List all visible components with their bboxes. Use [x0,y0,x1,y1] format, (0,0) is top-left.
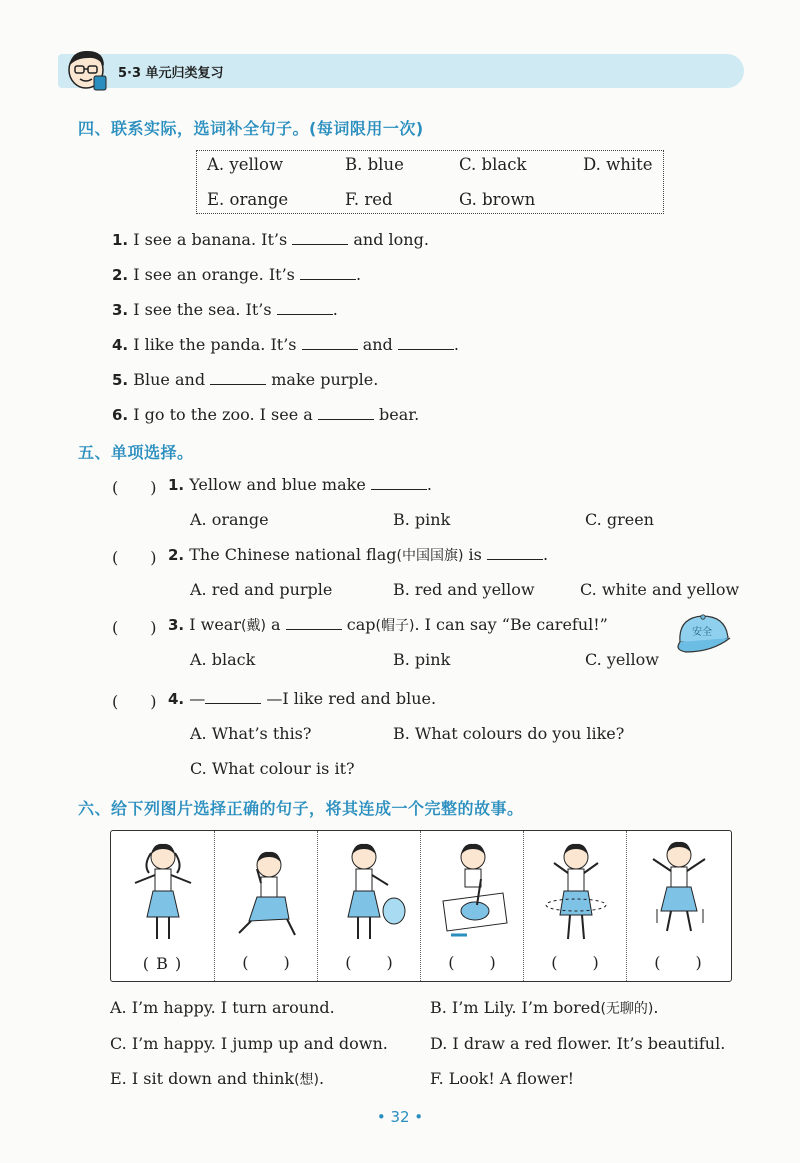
fill-question-4 [112,335,459,354]
question-text: . [426,475,432,494]
question-text: . [453,335,459,354]
story-sentence-c [110,1034,388,1053]
sentence-text: B. I’m Lily. I’m bored [430,998,601,1017]
story-sentence-a [110,998,335,1017]
answer-blank[interactable] [292,230,348,245]
answer-parentheses[interactable]: ( ) [112,692,157,711]
question-number: 1. [168,476,185,494]
question-number: 1. [112,231,129,249]
girl-turning-icon [540,839,612,949]
answer-slot[interactable]: ( B ) [142,954,183,973]
answer-parentheses[interactable]: ( ) [112,478,157,497]
word-option: F. red [345,190,393,209]
question-text: . [355,265,362,284]
answer-blank[interactable] [302,335,358,350]
cap-icon [672,608,738,658]
question-text: — [189,689,206,708]
fill-question-3 [112,300,338,319]
answer-blank[interactable] [487,545,543,560]
question-text: and long. [353,230,429,249]
girl-bored-icon [127,839,199,949]
question-text: The Chinese national flag [189,545,397,564]
question-text: cap [346,615,376,634]
answer-blank[interactable] [286,615,342,630]
choice-question-4 [168,689,436,708]
chinese-gloss: (帽子) [375,618,415,634]
choice-option[interactable]: C. green [585,510,654,529]
question-text: I see an orange. It’s [133,265,295,284]
choice-option[interactable]: A. orange [190,510,269,529]
answer-slot[interactable]: ( ) [448,953,497,972]
section5-heading: 五、单项选择。 [78,443,194,462]
picture-panel-6 [626,831,730,981]
question-text: I see a banana. It’s [133,230,288,249]
chinese-gloss: (戴) [241,618,266,634]
question-number: 4. [168,690,185,708]
question-number: 6. [112,406,129,424]
answer-blank[interactable] [300,265,356,280]
picture-strip [110,830,732,982]
question-text: and [362,335,393,354]
question-text: . I can say “Be careful!” [414,615,608,634]
answer-slot[interactable]: ( ) [551,953,600,972]
story-sentence-e [110,1069,324,1089]
word-option: D. white [583,155,653,174]
question-text: . [542,545,549,564]
picture-panel-5 [523,831,627,981]
fill-question-5 [112,370,378,389]
question-text: I wear [189,615,241,634]
mascot-icon [62,46,114,94]
section6-heading: 六、给下列图片选择正确的句子，将其连成一个完整的故事。 [78,799,524,818]
answer-parentheses[interactable]: ( ) [112,618,157,637]
question-text: bear. [379,405,420,424]
choice-question-1 [168,475,432,494]
question-text: is [468,545,482,564]
story-sentence-f [430,1069,574,1088]
question-text: —I like red and blue. [266,689,437,708]
sentence-text: . [319,1069,325,1088]
story-sentence-b [430,998,658,1018]
sentence-text: . [653,998,659,1017]
word-option: A. yellow [207,155,284,174]
picture-panel-2 [214,831,318,981]
choice-option[interactable]: C. What colour is it? [190,759,355,778]
answer-slot[interactable]: ( ) [345,953,394,972]
fill-question-6 [112,405,419,424]
answer-blank[interactable] [277,300,333,315]
chinese-gloss: (无聊的) [600,1001,654,1017]
choice-question-3 [168,615,608,635]
choice-option[interactable]: A. red and purple [190,580,333,599]
sentence-text: A. I’m happy. I turn around. [110,998,335,1017]
question-number: 2. [112,266,129,284]
answer-blank[interactable] [398,335,454,350]
picture-panel-1 [111,831,214,981]
question-text: make purple. [271,370,379,389]
question-number: 3. [168,616,185,634]
choice-option[interactable]: B. red and yellow [393,580,535,599]
choice-option[interactable]: A. What’s this? [190,724,312,743]
question-text: I see the sea. It’s [133,300,272,319]
question-text: Yellow and blue make [189,475,366,494]
chinese-gloss: (中国国旗) [396,548,464,564]
page-number: • 32 • [376,1108,424,1126]
section4-heading: 四、联系实际，选词补全句子。(每词限用一次) [78,119,424,138]
story-sentence-d [430,1034,725,1053]
word-option: G. brown [459,190,536,209]
word-option: C. black [459,155,527,174]
answer-blank[interactable] [205,689,261,704]
question-text: I go to the zoo. I see a [133,405,313,424]
choice-option[interactable]: C. yellow [585,650,659,669]
choice-option[interactable]: B. pink [393,650,451,669]
answer-slot[interactable]: ( ) [654,953,703,972]
answer-parentheses[interactable]: ( ) [112,548,157,567]
answer-slot[interactable]: ( ) [242,953,291,972]
question-text: Blue and [133,370,206,389]
choice-option[interactable]: B. pink [393,510,451,529]
question-number: 3. [112,301,129,319]
cap-label: 安全 [692,627,712,638]
word-option: E. orange [207,190,289,209]
girl-flower-icon [334,839,406,949]
answer-blank[interactable] [318,405,374,420]
question-text: a [271,615,281,634]
choice-option[interactable]: B. What colours do you like? [393,724,625,743]
fill-question-1 [112,230,429,249]
sentence-text: E. I sit down and think [110,1069,295,1088]
girl-sitting-icon [231,839,303,949]
sentence-text: C. I’m happy. I jump up and down. [110,1034,388,1053]
sentence-text: F. Look! A flower! [430,1069,575,1088]
choice-question-2 [168,545,548,565]
question-text: . [332,300,338,319]
header-title: 5·3 单元归类复习 [118,66,224,81]
question-number: 2. [168,546,185,564]
sentence-text: D. I draw a red flower. It’s beautiful. [430,1034,726,1053]
girl-drawing-icon [437,839,509,949]
chinese-gloss: (想) [294,1072,320,1088]
picture-panel-4 [420,831,524,981]
answer-blank[interactable] [371,475,427,490]
girl-jumping-icon [643,839,715,949]
question-number: 5. [112,371,129,389]
fill-question-2 [112,265,361,284]
answer-blank[interactable] [210,370,266,385]
question-text: I like the panda. It’s [133,335,297,354]
word-option: B. blue [345,155,404,174]
choice-option[interactable]: C. white and yellow [580,580,740,599]
word-box [196,150,664,214]
choice-option[interactable]: A. black [190,650,256,669]
question-number: 4. [112,336,129,354]
picture-panel-3 [317,831,421,981]
